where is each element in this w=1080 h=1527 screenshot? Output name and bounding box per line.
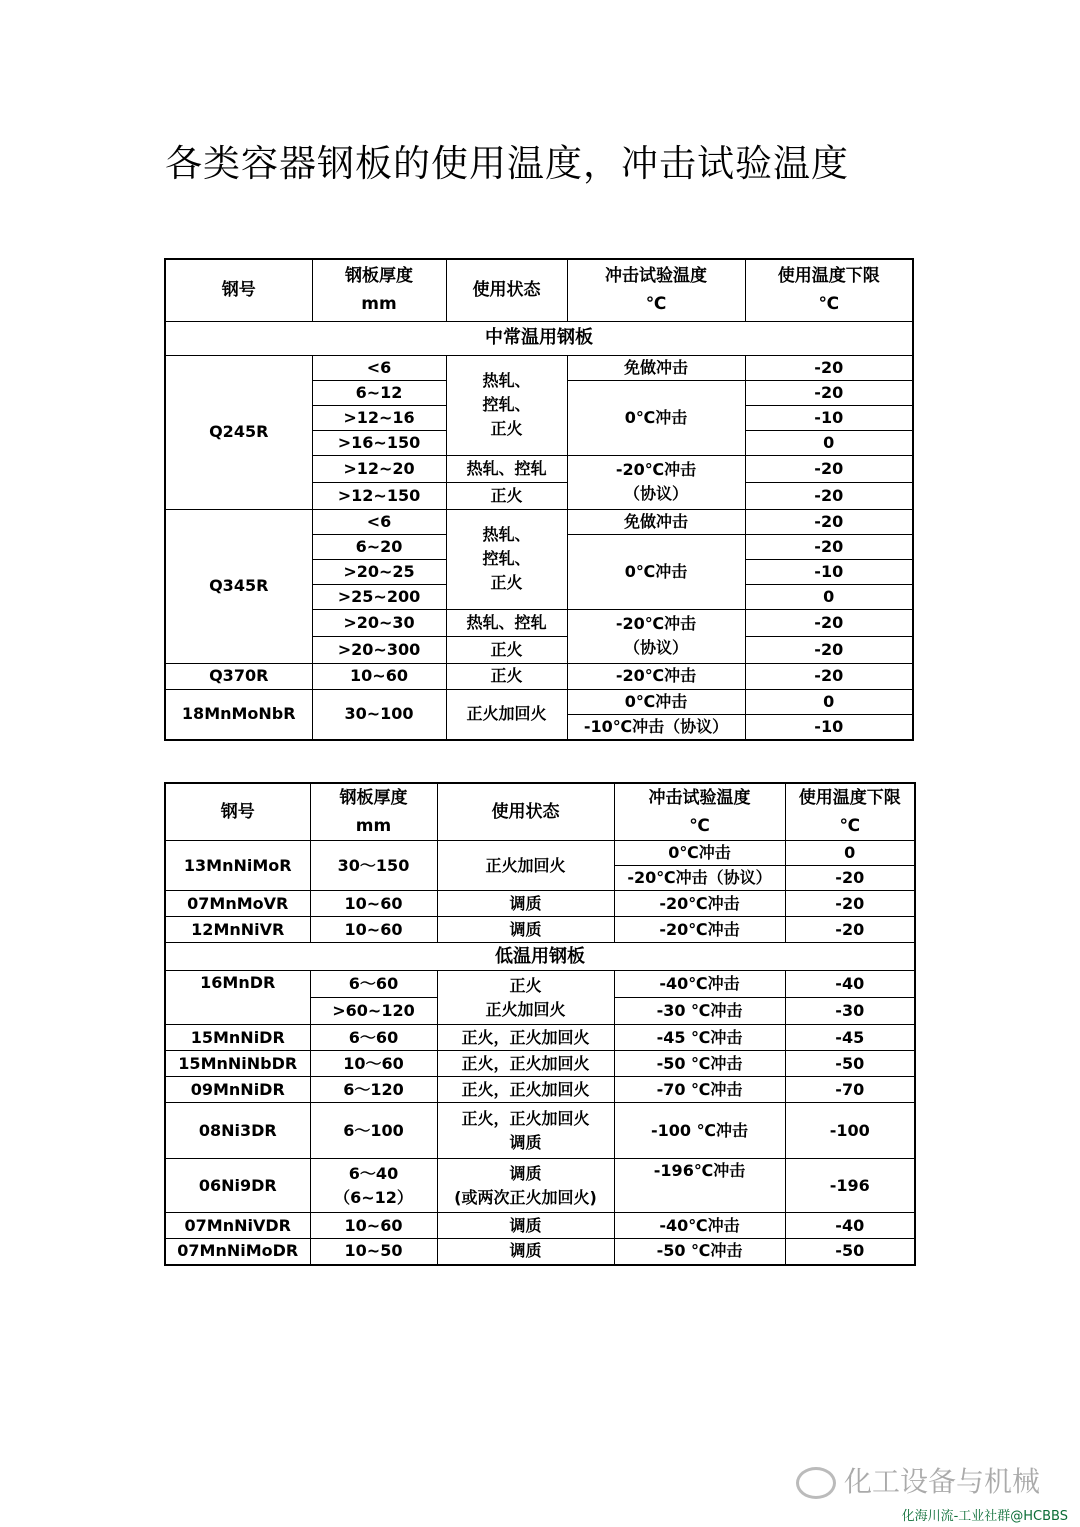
thickness-cell: 10~50 <box>310 1239 437 1265</box>
condition-cell: 正火，正火加回火 <box>437 1077 614 1103</box>
condition-cell: 正火 <box>446 636 567 663</box>
condition-cell: 调质 <box>437 917 614 943</box>
grade-cell: 13MnNiMoR <box>165 841 310 891</box>
min-temp-cell: -20 <box>745 609 913 636</box>
condition-cell: 正火 <box>446 482 567 509</box>
impact-cell: 免做冲击 <box>567 509 745 534</box>
thickness-cell: >20~30 <box>312 609 446 636</box>
min-temp-cell: -40 <box>785 971 915 998</box>
thickness-cell: >12~20 <box>312 455 446 482</box>
condition-cell: 调质 (或两次正火加回火) <box>437 1159 614 1213</box>
thickness-cell: 10~60 <box>310 891 437 917</box>
impact-cell: -20℃冲击 <box>614 917 785 943</box>
thickness-cell: >60~120 <box>310 998 437 1025</box>
thickness-cell: >20~300 <box>312 636 446 663</box>
watermark: 化工设备与机械 <box>796 1460 1040 1500</box>
header-condition: 使用状态 <box>446 259 567 321</box>
wechat-icon <box>796 1467 836 1499</box>
header-condition: 使用状态 <box>437 783 614 841</box>
impact-cell: -100 ℃冲击 <box>614 1103 785 1159</box>
impact-cell: -40℃冲击 <box>614 971 785 998</box>
header-grade: 钢号 <box>165 259 312 321</box>
section-title: 低温用钢板 <box>165 943 915 971</box>
header-grade: 钢号 <box>165 783 310 841</box>
condition-cell: 正火加回火 <box>446 689 567 740</box>
impact-cell: 0℃冲击 <box>567 534 745 609</box>
thickness-cell: 6~20 <box>312 534 446 559</box>
thickness-cell: <6 <box>312 509 446 534</box>
grade-cell: 18MnMoNbR <box>165 689 312 740</box>
header-thickness: 钢板厚度 mm <box>312 259 446 321</box>
thickness-cell: >16~150 <box>312 430 446 455</box>
min-temp-cell: -20 <box>745 455 913 482</box>
thickness-cell: 10~60 <box>310 917 437 943</box>
impact-cell: -45 ℃冲击 <box>614 1025 785 1051</box>
thickness-cell: 10~60 <box>312 663 446 689</box>
min-temp-cell: -100 <box>785 1103 915 1159</box>
condition-cell: 正火，正火加回火 <box>437 1051 614 1077</box>
condition-cell: 热轧、 控轧、 正火 <box>446 355 567 455</box>
impact-cell: -20℃冲击 （协议） <box>567 455 745 509</box>
header-minimum: 使用温度下限 ℃ <box>745 259 913 321</box>
header-impact: 冲击试验温度 ℃ <box>567 259 745 321</box>
min-temp-cell: -45 <box>785 1025 915 1051</box>
min-temp-cell: -20 <box>745 355 913 380</box>
impact-cell: 0℃冲击 <box>614 841 785 866</box>
min-temp-cell: 0 <box>745 689 913 714</box>
min-temp-cell: -20 <box>745 482 913 509</box>
thickness-cell: >12~150 <box>312 482 446 509</box>
impact-cell: 0℃冲击 <box>567 380 745 455</box>
thickness-cell: 10~60 <box>310 1213 437 1239</box>
thickness-cell: 6～60 <box>310 971 437 998</box>
min-temp-cell: -196 <box>785 1159 915 1213</box>
thickness-cell: <6 <box>312 355 446 380</box>
impact-cell: -20℃冲击 <box>614 891 785 917</box>
impact-cell: -196℃冲击 <box>614 1159 785 1213</box>
min-temp-cell: -20 <box>745 663 913 689</box>
condition-cell: 正火，正火加回火 <box>437 1025 614 1051</box>
steel-table-2 <box>164 782 916 1266</box>
impact-cell: -30 ℃冲击 <box>614 998 785 1025</box>
grade-cell: Q245R <box>165 355 312 509</box>
min-temp-cell: -30 <box>785 998 915 1025</box>
thickness-cell: >12~16 <box>312 405 446 430</box>
header-minimum: 使用温度下限 ℃ <box>785 783 915 841</box>
thickness-cell: 30~100 <box>312 689 446 740</box>
min-temp-cell: -40 <box>785 1213 915 1239</box>
header-impact: 冲击试验温度 ℃ <box>614 783 785 841</box>
impact-cell: -70 ℃冲击 <box>614 1077 785 1103</box>
grade-cell: 15MnNiDR <box>165 1025 310 1051</box>
min-temp-cell: 0 <box>745 584 913 609</box>
grade-cell: 12MnNiVR <box>165 917 310 943</box>
thickness-cell: 6～60 <box>310 1025 437 1051</box>
thickness-cell: >20~25 <box>312 559 446 584</box>
min-temp-cell: -20 <box>745 509 913 534</box>
thickness-cell: 10～60 <box>310 1051 437 1077</box>
min-temp-cell: -10 <box>745 714 913 740</box>
grade-cell: 15MnNiNbDR <box>165 1051 310 1077</box>
thickness-cell: 6～100 <box>310 1103 437 1159</box>
section-title: 中常温用钢板 <box>165 321 913 355</box>
grade-cell: 06Ni9DR <box>165 1159 310 1213</box>
min-temp-cell: -50 <box>785 1239 915 1265</box>
impact-cell: -10℃冲击（协议） <box>567 714 745 740</box>
grade-cell: 09MnNiDR <box>165 1077 310 1103</box>
grade-cell: 07MnMoVR <box>165 891 310 917</box>
condition-cell: 热轧、 控轧、 正火 <box>446 509 567 609</box>
condition-cell: 正火加回火 <box>437 841 614 891</box>
min-temp-cell: -20 <box>785 891 915 917</box>
condition-cell: 正火 正火加回火 <box>437 971 614 1025</box>
min-temp-cell: -50 <box>785 1051 915 1077</box>
min-temp-cell: -10 <box>745 405 913 430</box>
impact-cell: -50 ℃冲击 <box>614 1239 785 1265</box>
min-temp-cell: -20 <box>745 636 913 663</box>
grade-cell: 07MnNiMoDR <box>165 1239 310 1265</box>
impact-cell: -50 ℃冲击 <box>614 1051 785 1077</box>
condition-cell: 热轧、控轧 <box>446 609 567 636</box>
min-temp-cell: 0 <box>745 430 913 455</box>
condition-cell: 正火 <box>446 663 567 689</box>
min-temp-cell: -20 <box>745 534 913 559</box>
thickness-cell: 30～150 <box>310 841 437 891</box>
header-thickness: 钢板厚度 mm <box>310 783 437 841</box>
impact-cell: 免做冲击 <box>567 355 745 380</box>
grade-cell: Q345R <box>165 509 312 663</box>
steel-table-1 <box>164 258 914 741</box>
condition-cell: 热轧、控轧 <box>446 455 567 482</box>
impact-cell: -20℃冲击 <box>567 663 745 689</box>
grade-cell: Q370R <box>165 663 312 689</box>
condition-cell: 调质 <box>437 1213 614 1239</box>
min-temp-cell: -10 <box>745 559 913 584</box>
condition-cell: 正火，正火加回火 调质 <box>437 1103 614 1159</box>
min-temp-cell: -20 <box>785 866 915 891</box>
grade-cell: 07MnNiVDR <box>165 1213 310 1239</box>
watermark-secondary: 化海川流-工业社群@HCBBS <box>901 1509 1068 1524</box>
min-temp-cell: -70 <box>785 1077 915 1103</box>
thickness-cell: 6～40 （6~12） <box>310 1159 437 1213</box>
impact-cell: 0℃冲击 <box>567 689 745 714</box>
condition-cell: 调质 <box>437 891 614 917</box>
impact-cell: -40℃冲击 <box>614 1213 785 1239</box>
grade-cell: 16MnDR <box>165 971 310 1025</box>
condition-cell: 调质 <box>437 1239 614 1265</box>
thickness-cell: 6～120 <box>310 1077 437 1103</box>
min-temp-cell: 0 <box>785 841 915 866</box>
min-temp-cell: -20 <box>745 380 913 405</box>
page-title: 各类容器钢板的使用温度，冲击试验温度 <box>165 142 849 185</box>
impact-cell: -20℃冲击（协议） <box>614 866 785 891</box>
impact-cell: -20℃冲击 （协议） <box>567 609 745 663</box>
thickness-cell: >25~200 <box>312 584 446 609</box>
min-temp-cell: -20 <box>785 917 915 943</box>
thickness-cell: 6~12 <box>312 380 446 405</box>
grade-cell: 08Ni3DR <box>165 1103 310 1159</box>
